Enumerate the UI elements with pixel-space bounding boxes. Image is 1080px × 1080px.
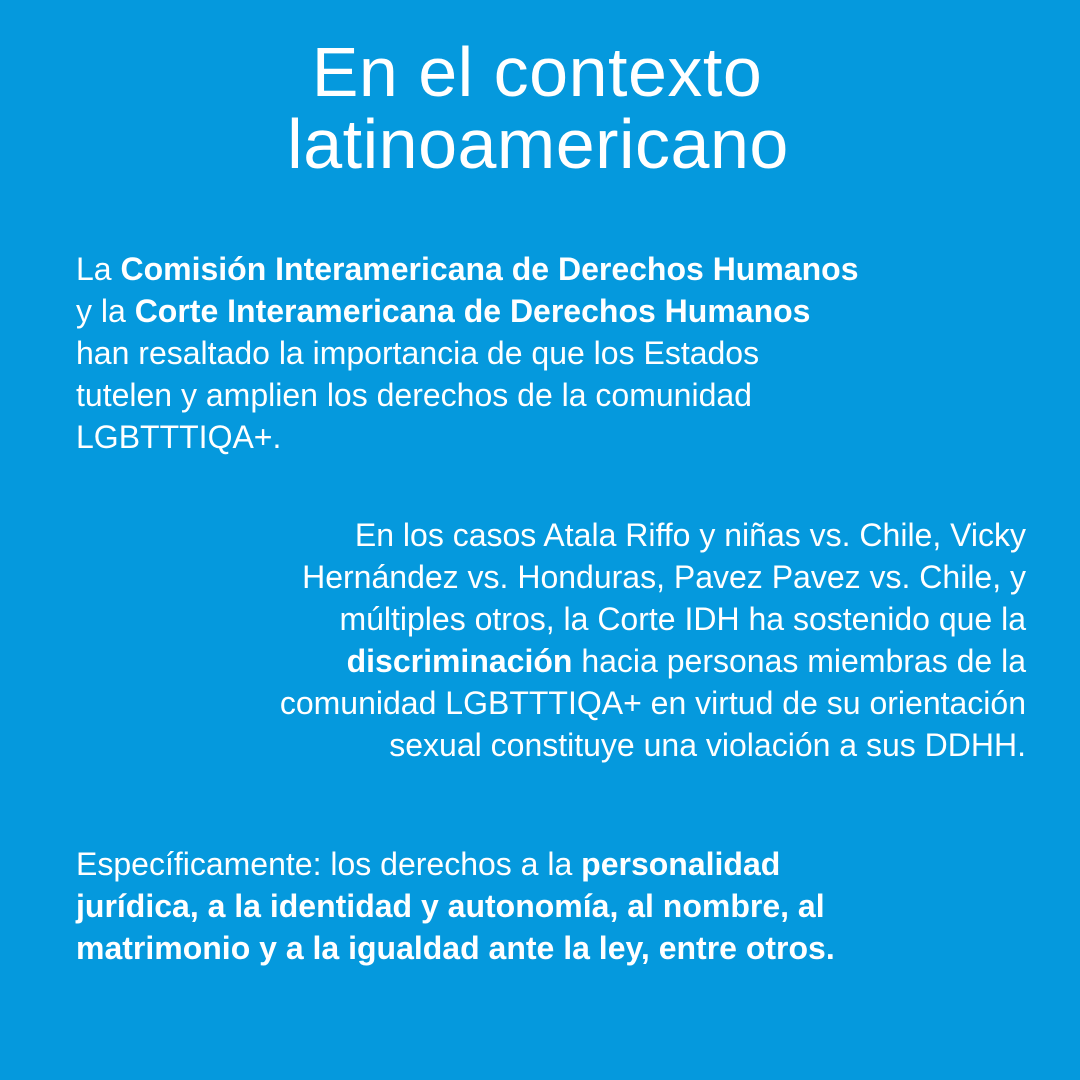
bold-discriminacion: discriminación (346, 643, 573, 679)
paragraph1-line-4: tutelen y amplien los derechos de la comunidad (76, 377, 752, 413)
bold-personalidad: personalidad (581, 846, 781, 882)
paragraph1-line-1 (76, 248, 1036, 290)
paragraph1-line-3: han resaltado la importancia de que los Estados (76, 335, 760, 371)
paragraph2-line-5: comunidad LGBTTTIQA+ en virtud de su orientación (279, 685, 1026, 721)
paragraph3-line-2: jurídica, a la identidad y autonomía, al nombre, al (76, 888, 825, 924)
paragraph2-line-2: Hernández vs. Honduras, Pavez Pavez vs. Chile, y (302, 559, 1026, 595)
paragraph2-line-6: sexual constituye una violación a sus DDHH. (389, 727, 1026, 763)
text-y-la: y la (76, 293, 135, 329)
bold-corte-idh: Corte Interamericana de Derechos Humanos (134, 293, 811, 329)
text-especificamente: Específicamente: los derechos a la (76, 846, 582, 882)
text-hacia-personas: hacia personas miembras de la (572, 643, 1026, 679)
paragraph3-line-1 (76, 843, 1036, 885)
paragraph1-line-2 (76, 290, 1036, 332)
paragraph-specific-rights (76, 843, 1036, 969)
paragraph3-line-3: matrimonio y a la igualdad ante la ley, entre otros. (76, 930, 835, 966)
paragraph-commission-court (76, 248, 1036, 458)
title-line-1: En el contexto (311, 33, 763, 111)
paragraph2-line-1: En los casos Atala Riffo y niñas vs. Chile, Vicky (354, 517, 1026, 553)
bold-cidh: Comisión Interamericana de Derechos Humanos (120, 251, 859, 287)
paragraph2-line-3: múltiples otros, la Corte IDH ha sostenido que la (339, 601, 1026, 637)
text-la: La (76, 251, 121, 287)
paragraph1-line-5: LGBTTTIQA+. (76, 419, 282, 455)
paragraph2-line-4 (60, 640, 1026, 682)
page-title (0, 33, 1080, 183)
title-line-2: latinoamericano (287, 105, 789, 183)
paragraph-court-cases (60, 514, 1026, 766)
